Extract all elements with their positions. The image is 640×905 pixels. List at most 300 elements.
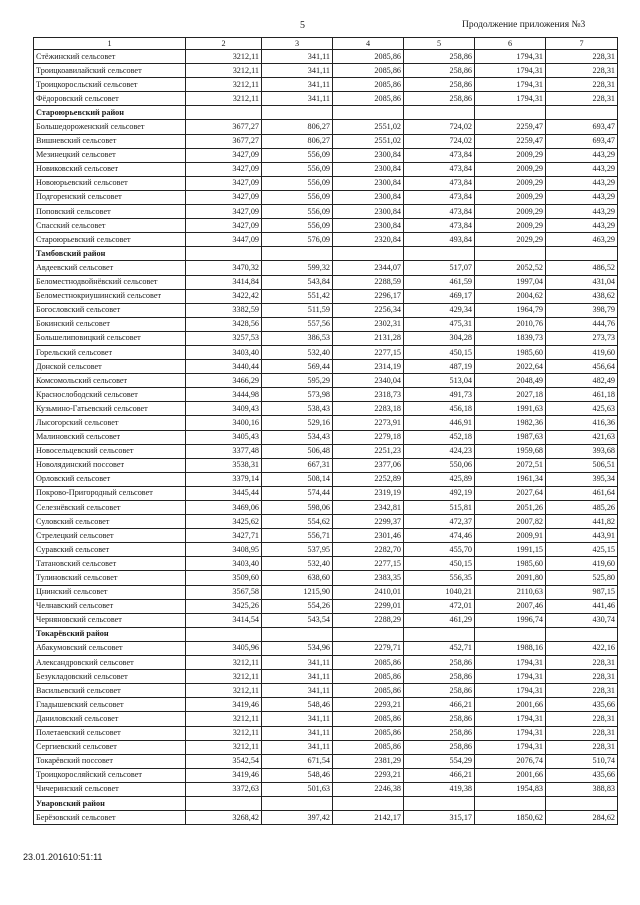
value-cell: 3427,09 [186, 148, 262, 162]
value-cell: 3538,31 [186, 458, 262, 472]
value-cell: 228,31 [546, 78, 618, 92]
value-cell: 2001,66 [475, 698, 546, 712]
value-cell: 2279,71 [333, 641, 404, 655]
empty-cell [333, 106, 404, 120]
value-cell: 2288,29 [333, 613, 404, 627]
value-cell: 473,84 [404, 148, 475, 162]
value-cell: 693,47 [546, 134, 618, 148]
value-cell: 599,32 [262, 261, 333, 275]
value-cell: 2131,28 [333, 331, 404, 345]
empty-cell [262, 106, 333, 120]
value-cell: 2076,74 [475, 754, 546, 768]
value-cell: 315,17 [404, 811, 475, 825]
settlement-name: Малиновский сельсовет [34, 430, 186, 444]
value-cell: 2279,18 [333, 430, 404, 444]
table-row [34, 557, 618, 571]
value-cell: 2142,17 [333, 811, 404, 825]
table-row [34, 613, 618, 627]
value-cell: 3427,09 [186, 219, 262, 233]
value-cell: 443,29 [546, 176, 618, 190]
value-cell: 1794,31 [475, 670, 546, 684]
settlement-name: Гладышевский сельсовет [34, 698, 186, 712]
table-row [34, 670, 618, 684]
value-cell: 472,01 [404, 599, 475, 613]
value-cell: 443,29 [546, 219, 618, 233]
settlement-name: Селезнёвский сельсовет [34, 501, 186, 515]
settlement-name: Новолядинский поссовет [34, 458, 186, 472]
value-cell: 341,11 [262, 656, 333, 670]
table-row [34, 303, 618, 317]
value-cell: 2277,15 [333, 345, 404, 359]
empty-cell [404, 106, 475, 120]
value-cell: 548,46 [262, 768, 333, 782]
value-cell: 228,31 [546, 712, 618, 726]
value-cell: 2340,04 [333, 374, 404, 388]
value-cell: 3405,96 [186, 641, 262, 655]
table-row [34, 50, 618, 64]
value-cell: 598,06 [262, 501, 333, 515]
value-cell: 2027,18 [475, 388, 546, 402]
settlement-name: Большедороженский сельсовет [34, 120, 186, 134]
settlement-name: Горельский сельсовет [34, 345, 186, 359]
district-name: Уваровский район [34, 796, 186, 810]
value-cell: 3440,44 [186, 360, 262, 374]
value-cell: 3427,71 [186, 529, 262, 543]
value-cell: 386,53 [262, 331, 333, 345]
value-cell: 444,76 [546, 317, 618, 331]
value-cell: 3414,84 [186, 275, 262, 289]
value-cell: 1839,73 [475, 331, 546, 345]
value-cell: 501,63 [262, 782, 333, 796]
value-cell: 2009,29 [475, 162, 546, 176]
value-cell: 461,59 [404, 275, 475, 289]
value-cell: 430,74 [546, 613, 618, 627]
empty-cell [333, 627, 404, 641]
value-cell: 452,71 [404, 641, 475, 655]
empty-cell [186, 106, 262, 120]
value-cell: 3405,43 [186, 430, 262, 444]
value-cell: 576,09 [262, 233, 333, 247]
table-row [34, 768, 618, 782]
settlement-name: Беломестнокриушинский сельсовет [34, 289, 186, 303]
value-cell: 2072,51 [475, 458, 546, 472]
value-cell: 461,18 [546, 388, 618, 402]
table-row [34, 529, 618, 543]
value-cell: 425,15 [546, 543, 618, 557]
table-row [34, 261, 618, 275]
value-cell: 534,43 [262, 430, 333, 444]
value-cell: 2300,84 [333, 219, 404, 233]
value-cell: 2293,21 [333, 768, 404, 782]
value-cell: 466,21 [404, 698, 475, 712]
value-cell: 2300,84 [333, 162, 404, 176]
value-cell: 506,51 [546, 458, 618, 472]
value-cell: 3212,11 [186, 656, 262, 670]
value-cell: 3268,42 [186, 811, 262, 825]
district-name: Токарёвский район [34, 627, 186, 641]
table-row [34, 275, 618, 289]
settlement-name: Суравский сельсовет [34, 543, 186, 557]
value-cell: 1996,74 [475, 613, 546, 627]
value-cell: 3427,09 [186, 176, 262, 190]
table-row [34, 599, 618, 613]
value-cell: 443,29 [546, 205, 618, 219]
empty-cell [546, 627, 618, 641]
value-cell: 429,34 [404, 303, 475, 317]
value-cell: 529,16 [262, 416, 333, 430]
table-row [34, 402, 618, 416]
value-cell: 1985,60 [475, 345, 546, 359]
value-cell: 2342,81 [333, 501, 404, 515]
value-cell: 2091,80 [475, 571, 546, 585]
value-cell: 532,40 [262, 345, 333, 359]
value-cell: 2085,86 [333, 64, 404, 78]
empty-cell [186, 627, 262, 641]
value-cell: 1991,15 [475, 543, 546, 557]
value-cell: 3212,11 [186, 64, 262, 78]
value-cell: 2004,62 [475, 289, 546, 303]
table-row [34, 684, 618, 698]
value-cell: 1040,21 [404, 585, 475, 599]
table-row [34, 571, 618, 585]
value-cell: 2383,35 [333, 571, 404, 585]
value-cell: 3444,98 [186, 388, 262, 402]
value-cell: 554,26 [262, 599, 333, 613]
value-cell: 595,29 [262, 374, 333, 388]
value-cell: 493,84 [404, 233, 475, 247]
value-cell: 3542,54 [186, 754, 262, 768]
value-cell: 3445,44 [186, 486, 262, 500]
value-cell: 419,60 [546, 345, 618, 359]
value-cell: 2300,84 [333, 190, 404, 204]
column-header: 5 [404, 38, 475, 50]
appendix-label: Продолжение приложения №3 [462, 20, 586, 30]
empty-cell [404, 247, 475, 261]
value-cell: 485,26 [546, 501, 618, 515]
value-cell: 1794,31 [475, 50, 546, 64]
value-cell: 3567,58 [186, 585, 262, 599]
value-cell: 638,60 [262, 571, 333, 585]
value-cell: 473,84 [404, 176, 475, 190]
value-cell: 556,09 [262, 162, 333, 176]
settlement-name: Безукладовский сельсовет [34, 670, 186, 684]
table-row [34, 317, 618, 331]
value-cell: 466,21 [404, 768, 475, 782]
value-cell: 258,86 [404, 64, 475, 78]
value-cell: 425,89 [404, 472, 475, 486]
settlement-name: Покрово-Пригородный сельсовет [34, 486, 186, 500]
value-cell: 1988,16 [475, 641, 546, 655]
empty-cell [475, 106, 546, 120]
value-cell: 3428,56 [186, 317, 262, 331]
value-cell: 2293,21 [333, 698, 404, 712]
value-cell: 515,81 [404, 501, 475, 515]
settlement-name: Подгоренский сельсовет [34, 190, 186, 204]
settlement-name: Мезинецкий сельсовет [34, 148, 186, 162]
value-cell: 2299,01 [333, 599, 404, 613]
value-cell: 258,86 [404, 712, 475, 726]
value-cell: 3427,09 [186, 190, 262, 204]
empty-cell [333, 796, 404, 810]
value-cell: 1850,62 [475, 811, 546, 825]
value-cell: 548,46 [262, 698, 333, 712]
empty-cell [333, 247, 404, 261]
table-row [34, 585, 618, 599]
table-row [34, 120, 618, 134]
table-row [34, 360, 618, 374]
value-cell: 469,17 [404, 289, 475, 303]
value-cell: 341,11 [262, 740, 333, 754]
value-cell: 3382,59 [186, 303, 262, 317]
value-cell: 2029,29 [475, 233, 546, 247]
value-cell: 2251,23 [333, 444, 404, 458]
value-cell: 393,68 [546, 444, 618, 458]
value-cell: 395,34 [546, 472, 618, 486]
value-cell: 443,91 [546, 529, 618, 543]
settlement-name: Цнинский сельсовет [34, 585, 186, 599]
district-name: Староюрьевский район [34, 106, 186, 120]
table-row [34, 740, 618, 754]
value-cell: 3379,14 [186, 472, 262, 486]
empty-cell [186, 796, 262, 810]
value-cell: 987,15 [546, 585, 618, 599]
value-cell: 513,04 [404, 374, 475, 388]
value-cell: 2314,19 [333, 360, 404, 374]
value-cell: 2283,18 [333, 402, 404, 416]
table-row [34, 219, 618, 233]
value-cell: 258,86 [404, 656, 475, 670]
value-cell: 258,86 [404, 50, 475, 64]
value-cell: 3469,06 [186, 501, 262, 515]
value-cell: 258,86 [404, 670, 475, 684]
value-cell: 2288,59 [333, 275, 404, 289]
column-header: 3 [262, 38, 333, 50]
value-cell: 473,84 [404, 162, 475, 176]
value-cell: 3212,11 [186, 670, 262, 684]
value-cell: 556,09 [262, 176, 333, 190]
value-cell: 556,71 [262, 529, 333, 543]
value-cell: 1215,90 [262, 585, 333, 599]
district-row [34, 627, 618, 641]
value-cell: 443,29 [546, 190, 618, 204]
value-cell: 258,86 [404, 92, 475, 106]
value-cell: 1982,36 [475, 416, 546, 430]
table-row [34, 698, 618, 712]
value-cell: 2318,73 [333, 388, 404, 402]
value-cell: 3419,46 [186, 768, 262, 782]
value-cell: 2377,06 [333, 458, 404, 472]
table-row [34, 641, 618, 655]
value-cell: 1991,63 [475, 402, 546, 416]
table-row [34, 754, 618, 768]
value-cell: 2252,89 [333, 472, 404, 486]
table-row [34, 472, 618, 486]
value-cell: 551,42 [262, 289, 333, 303]
value-cell: 2299,37 [333, 515, 404, 529]
value-cell: 556,09 [262, 205, 333, 219]
settlement-name: Стрелецкий сельсовет [34, 529, 186, 543]
value-cell: 228,31 [546, 740, 618, 754]
value-cell: 543,84 [262, 275, 333, 289]
table-row [34, 92, 618, 106]
value-cell: 1997,04 [475, 275, 546, 289]
value-cell: 3212,11 [186, 726, 262, 740]
empty-cell [475, 627, 546, 641]
settlement-name: Берёзовский сельсовет [34, 811, 186, 825]
value-cell: 441,82 [546, 515, 618, 529]
value-cell: 1794,31 [475, 712, 546, 726]
empty-cell [262, 247, 333, 261]
empty-cell [546, 106, 618, 120]
value-cell: 2296,17 [333, 289, 404, 303]
value-cell: 2301,46 [333, 529, 404, 543]
value-cell: 3419,46 [186, 698, 262, 712]
table-row [34, 458, 618, 472]
value-cell: 228,31 [546, 50, 618, 64]
value-cell: 3403,40 [186, 345, 262, 359]
value-cell: 2282,70 [333, 543, 404, 557]
value-cell: 2085,86 [333, 50, 404, 64]
table-row [34, 345, 618, 359]
value-cell: 3677,27 [186, 120, 262, 134]
value-cell: 3427,09 [186, 205, 262, 219]
value-cell: 3212,11 [186, 78, 262, 92]
table-row [34, 233, 618, 247]
value-cell: 416,36 [546, 416, 618, 430]
value-cell: 2246,38 [333, 782, 404, 796]
value-cell: 228,31 [546, 726, 618, 740]
value-cell: 421,63 [546, 430, 618, 444]
settlement-name: Чичеринский сельсовет [34, 782, 186, 796]
value-cell: 3447,09 [186, 233, 262, 247]
value-cell: 2007,46 [475, 599, 546, 613]
value-cell: 3422,42 [186, 289, 262, 303]
value-cell: 450,15 [404, 557, 475, 571]
value-cell: 487,19 [404, 360, 475, 374]
value-cell: 534,96 [262, 641, 333, 655]
value-cell: 341,11 [262, 92, 333, 106]
value-cell: 228,31 [546, 92, 618, 106]
table-row [34, 515, 618, 529]
value-cell: 3212,11 [186, 50, 262, 64]
value-cell: 461,29 [404, 613, 475, 627]
table-body [34, 50, 618, 825]
value-cell: 456,18 [404, 402, 475, 416]
value-cell: 397,42 [262, 811, 333, 825]
value-cell: 3212,11 [186, 712, 262, 726]
table-row [34, 430, 618, 444]
empty-cell [262, 796, 333, 810]
value-cell: 3212,11 [186, 92, 262, 106]
value-cell: 473,84 [404, 190, 475, 204]
value-cell: 554,62 [262, 515, 333, 529]
value-cell: 435,66 [546, 768, 618, 782]
settlement-name: Кузьмино-Гатьевский сельсовет [34, 402, 186, 416]
settlement-name: Вишневский сельсовет [34, 134, 186, 148]
value-cell: 438,62 [546, 289, 618, 303]
value-cell: 258,86 [404, 726, 475, 740]
value-cell: 724,02 [404, 134, 475, 148]
value-cell: 806,27 [262, 134, 333, 148]
value-cell: 2027,64 [475, 486, 546, 500]
value-cell: 3400,16 [186, 416, 262, 430]
value-cell: 419,38 [404, 782, 475, 796]
value-cell: 3403,40 [186, 557, 262, 571]
settlement-name: Краснослободский сельсовет [34, 388, 186, 402]
value-cell: 2051,26 [475, 501, 546, 515]
settlement-name: Александровский сельсовет [34, 656, 186, 670]
settlement-name: Богословский сельсовет [34, 303, 186, 317]
table-row [34, 289, 618, 303]
value-cell: 510,74 [546, 754, 618, 768]
value-cell: 3509,60 [186, 571, 262, 585]
value-cell: 2009,29 [475, 219, 546, 233]
value-cell: 574,44 [262, 486, 333, 500]
value-cell: 1964,79 [475, 303, 546, 317]
value-cell: 388,83 [546, 782, 618, 796]
settlement-name: Троицкоавилайский сельсовет [34, 64, 186, 78]
column-header: 6 [475, 38, 546, 50]
value-cell: 475,31 [404, 317, 475, 331]
value-cell: 435,66 [546, 698, 618, 712]
settlement-name: Донской сельсовет [34, 360, 186, 374]
value-cell: 228,31 [546, 670, 618, 684]
table-row [34, 190, 618, 204]
value-cell: 2551,02 [333, 134, 404, 148]
empty-cell [546, 247, 618, 261]
value-cell: 2551,02 [333, 120, 404, 134]
empty-cell [262, 627, 333, 641]
value-cell: 3377,48 [186, 444, 262, 458]
table-row [34, 543, 618, 557]
table-row [34, 134, 618, 148]
settlement-name: Орловский сельсовет [34, 472, 186, 486]
value-cell: 724,02 [404, 120, 475, 134]
value-cell: 441,46 [546, 599, 618, 613]
empty-cell [404, 627, 475, 641]
value-cell: 2085,86 [333, 726, 404, 740]
settlement-name: Сергиевский сельсовет [34, 740, 186, 754]
value-cell: 525,80 [546, 571, 618, 585]
value-cell: 1794,31 [475, 740, 546, 754]
settlement-name: Полетаевский сельсовет [34, 726, 186, 740]
value-cell: 304,28 [404, 331, 475, 345]
value-cell: 667,31 [262, 458, 333, 472]
value-cell: 2048,49 [475, 374, 546, 388]
value-cell: 1954,83 [475, 782, 546, 796]
value-cell: 2009,29 [475, 176, 546, 190]
value-cell: 341,11 [262, 670, 333, 684]
value-cell: 1794,31 [475, 656, 546, 670]
value-cell: 2320,84 [333, 233, 404, 247]
value-cell: 482,49 [546, 374, 618, 388]
value-cell: 2259,47 [475, 134, 546, 148]
value-cell: 228,31 [546, 656, 618, 670]
value-cell: 569,44 [262, 360, 333, 374]
table-row [34, 486, 618, 500]
value-cell: 2300,84 [333, 205, 404, 219]
settlement-name: Стёжинский сельсовет [34, 50, 186, 64]
value-cell: 543,54 [262, 613, 333, 627]
settlement-name: Токарёвский поссовет [34, 754, 186, 768]
value-cell: 2273,91 [333, 416, 404, 430]
value-cell: 341,11 [262, 78, 333, 92]
table-row [34, 374, 618, 388]
value-cell: 491,73 [404, 388, 475, 402]
value-cell: 2085,86 [333, 740, 404, 754]
value-cell: 3677,27 [186, 134, 262, 148]
empty-cell [404, 796, 475, 810]
